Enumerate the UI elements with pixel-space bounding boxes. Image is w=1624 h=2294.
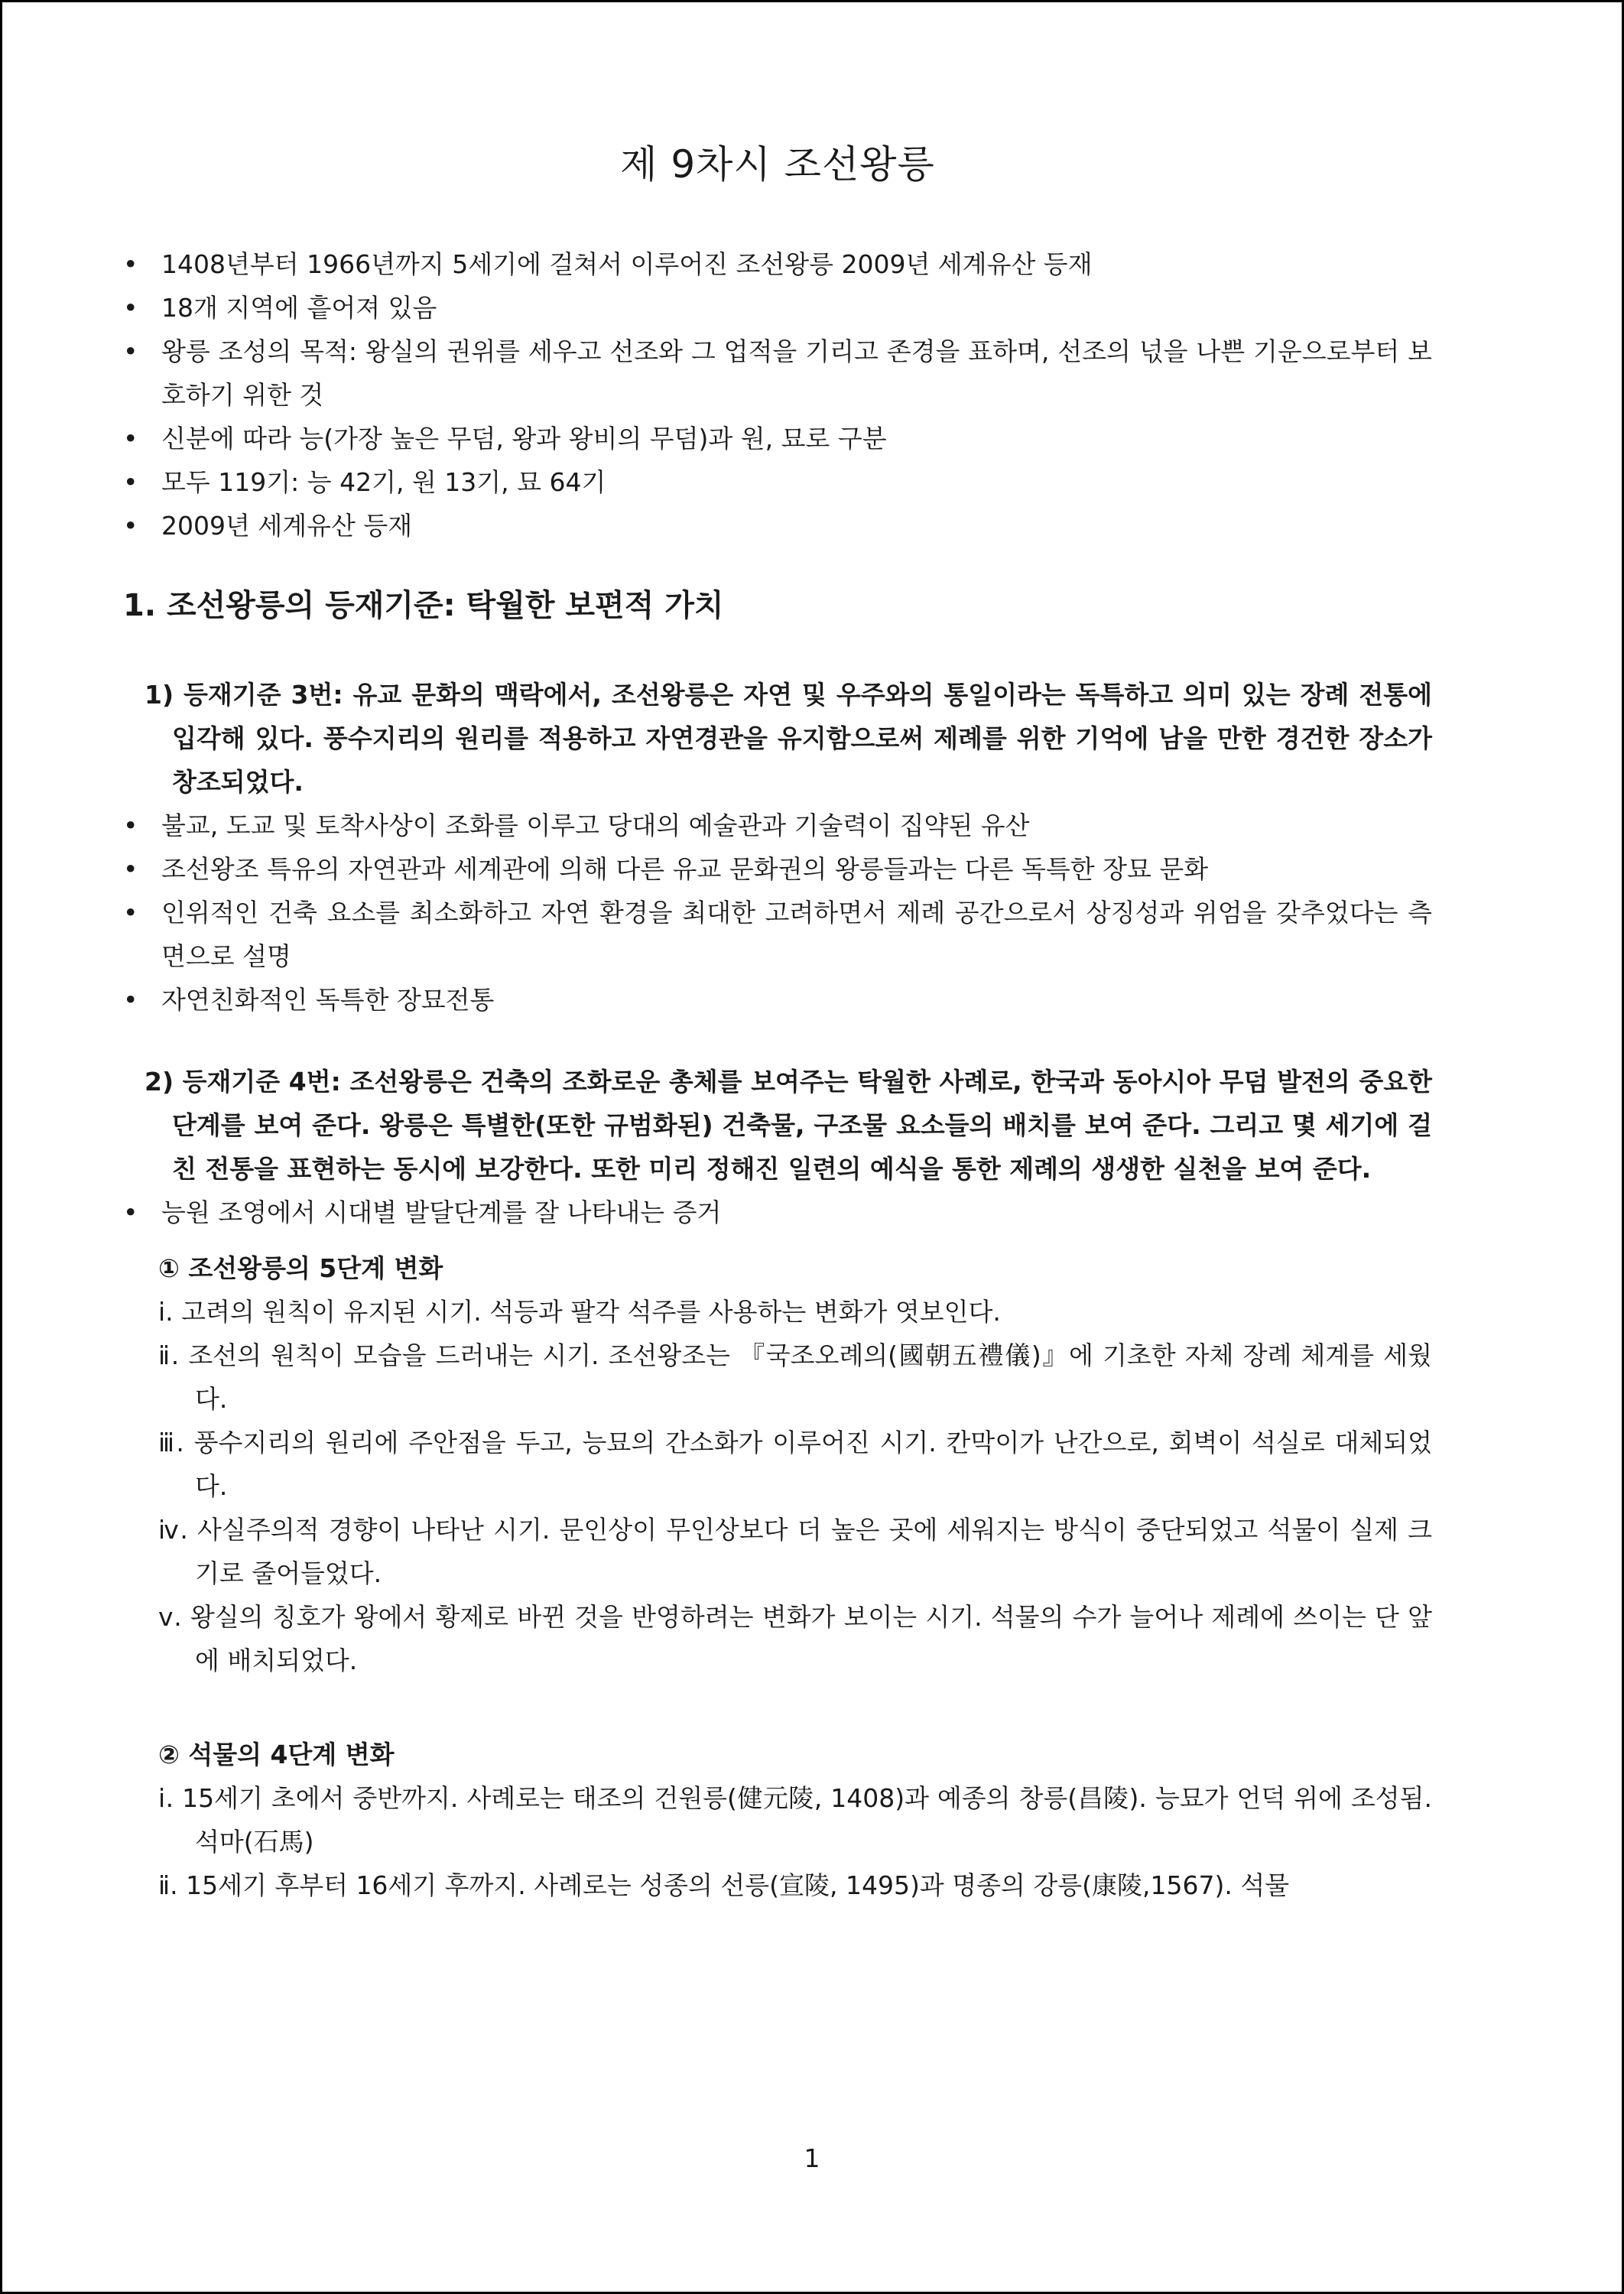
spacer [123, 1682, 1432, 1720]
criterion-3-bullet-list [123, 804, 1432, 1022]
section-heading: 1. 조선왕릉의 등재기준: 탁월한 보편적 가치 [123, 588, 724, 623]
stages5-heading: ① 조선왕릉의 5단계 변화 [158, 1253, 443, 1283]
intro-bullet: • 신분에 따라 능(가장 높은 무덤, 왕과 왕비의 무덤)과 원, 묘로 구분 [123, 417, 1432, 460]
criterion-4-bullet: • 능원 조영에서 시대별 발달단계를 잘 나타내는 증거 [123, 1191, 1432, 1234]
criterion-3-bullet: • 인위적인 건축 요소를 최소화하고 자연 환경을 최대한 고려하면서 제례 공간으로서 상징성과 위엄을 갖추었다는 측면으로 설명 [123, 891, 1432, 978]
stage-item: ⅲ. 풍수지리의 원리에 주안점을 두고, 능묘의 간소화가 이루어진 시기. 칸막이가 난간으로, 회벽이 석실로 대체되었다. [158, 1428, 1432, 1501]
criterion-4-text: 2) 등재기준 4번: 조선왕릉은 건축의 조화로운 총체를 보여주는 탁월한 사례로, 한국과 동아시아 무덤 발전의 중요한 단계를 보여 준다. 왕릉은 특별한(또한 규범화된) 건축물, 구조물 요소들의 배치를 보여 준다. 그리고 몇 세기에 걸친 전통을 표현하는 동시에 보강한다. 또한 미리 정해진 일련의 예식을 통한 제례의 생생한 실천을 보여 준다. [145, 1067, 1432, 1184]
page-title: 제 9차시 조선왕릉 [620, 142, 935, 187]
document-body [123, 132, 1432, 1907]
criterion-3-bullet: • 불교, 도교 및 토착사상이 조화를 이루고 당대의 예술관과 기술력이 집약된 유산 [123, 804, 1432, 847]
stone-stage-item: ⅱ. 15세기 후부터 16세기 후까지. 사례로는 성종의 선릉(宣陵, 1495)과 명종의 강릉(康陵,1567). 석물 [158, 1870, 1290, 1900]
stage-item: ⅰ. 고려의 원칙이 유지된 시기. 석등과 팔각 석주를 사용하는 변화가 엿보인다. [158, 1297, 1001, 1327]
stages4-heading: ② 석물의 4단계 변화 [158, 1740, 395, 1769]
intro-bullet: • 왕릉 조성의 목적: 왕실의 권위를 세우고 선조와 그 업적을 기리고 존경을 표하며, 선조의 넋을 나쁜 기운으로부터 보호하기 위한 것 [123, 330, 1432, 417]
criterion-3-bullet: • 조선왕조 특유의 자연관과 세계관에 의해 다른 유교 문화권의 왕릉들과는 다른 독특한 장묘 문화 [123, 847, 1432, 891]
intro-bullet: • 1408년부터 1966년까지 5세기에 걸쳐서 이루어진 조선왕릉 2009년 세계유산 등재 [123, 242, 1432, 286]
intro-bullet: • 18개 지역에 흩어져 있음 [123, 286, 1432, 330]
criterion-3-text: 1) 등재기준 3번: 유교 문화의 맥락에서, 조선왕릉은 자연 및 우주와의 통일이라는 독특하고 의미 있는 장례 전통에 입각해 있다. 풍수지리의 원리를 적용하고 자연경관을 유지함으로써 제례를 위한 기억에 남을 만한 경건한 장소가 창조되었다. [145, 680, 1432, 797]
page-number: 1 [804, 2143, 820, 2173]
criterion-3-bullet: • 자연친화적인 독특한 장묘전통 [123, 978, 1432, 1022]
stone-stage-item: ⅰ. 15세기 초에서 중반까지. 사례로는 태조의 건원릉(健元陵, 1408)과 예종의 창릉(昌陵). 능묘가 언덕 위에 조성됨. 석마(石馬) [158, 1783, 1432, 1857]
stage-item: ⅳ. 사실주의적 경향이 나타난 시기. 문인상이 무인상보다 더 높은 곳에 세워지는 방식이 중단되었고 석물이 실제 크기로 줄어들었다. [158, 1515, 1432, 1588]
intro-bullet: • 모두 119기: 능 42기, 원 13기, 묘 64기 [123, 460, 1432, 504]
stage-item: ⅴ. 왕실의 칭호가 왕에서 황제로 바뀐 것을 반영하려는 변화가 보이는 시기. 석물의 수가 늘어나 제례에 쓰이는 단 앞에 배치되었다. [158, 1602, 1432, 1675]
intro-bullet: • 2009년 세계유산 등재 [123, 504, 1432, 548]
stage-item: ⅱ. 조선의 원칙이 모습을 드러내는 시기. 조선왕조는 『국조오례의(國朝五禮儀)』에 기초한 자체 장례 체계를 세웠다. [158, 1340, 1432, 1414]
criterion-4-bullet-list [123, 1191, 1432, 1234]
intro-bullet-list [123, 242, 1432, 548]
